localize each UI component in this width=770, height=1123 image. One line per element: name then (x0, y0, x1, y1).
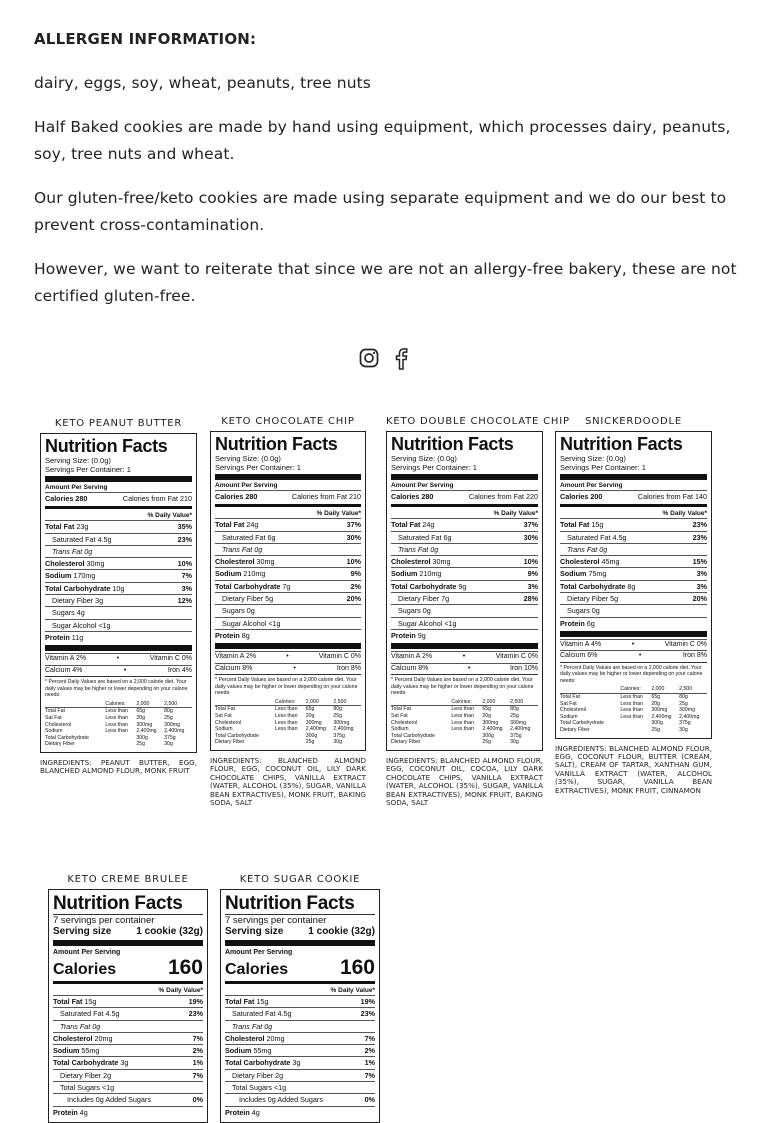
nutrition-label-card (48, 874, 208, 1123)
trans-fat-row: Trans Fat 0g (391, 543, 538, 555)
allergen-list: dairy, eggs, soy, wheat, peanuts, tree nuts (34, 74, 371, 92)
saturated-fat-row: Saturated Fat 4.5g 23% (45, 533, 192, 545)
nutrition-facts-heading: Nutrition Facts (225, 893, 355, 914)
servings-per-container: 7 servings per container (225, 915, 327, 926)
cholesterol-row: Cholesterol 30mg 10% (215, 557, 361, 567)
serving-size: Serving Size: (0.0g) (391, 454, 457, 463)
daily-value-table-row: Sodium Less than 2,400mg 2,400mg (391, 726, 531, 733)
nutrition-facts-panel (210, 431, 366, 751)
flavor-title: SNICKERDOODLE (584, 416, 683, 427)
vitamin-row: Vitamin A 2% • Vitamin C 0% (45, 653, 192, 665)
sodium-row: Sodium 55mg 2% (225, 1046, 375, 1056)
daily-value-header: % Daily Value* (330, 987, 375, 994)
carbohydrate-row: Total Carbohydrate 3g 1% (53, 1058, 203, 1068)
amount-per-serving: Amount Per Serving (45, 484, 108, 491)
protein-row: Protein 8g (215, 629, 361, 641)
flavor-title: KETO CREME BRULEE (67, 874, 189, 885)
amount-per-serving: Amount Per Serving (391, 482, 454, 489)
daily-value-table-row: Sat Fat Less than 20g 25g (560, 700, 688, 707)
calories-row: Calories 280 Calories from Fat 220 (391, 492, 538, 501)
carbohydrate-row: Total Carbohydrate 8g 3% (560, 581, 707, 591)
serving-size: Serving Size: (0.0g) (215, 454, 281, 463)
saturated-fat-row: Saturated Fat 6g 30% (215, 531, 361, 543)
daily-value-table-row: Cholesterol Less than 300mg 300mg (215, 719, 350, 726)
calories-row: Calories 200 Calories from Fat 140 (560, 492, 707, 501)
allergen-heading: ALLERGEN INFORMATION: (34, 30, 257, 48)
servings-per-container: Servings Per Container: 1 (391, 463, 477, 472)
nutrition-facts-panel (220, 889, 380, 1123)
vitamin-row: Vitamin A 2% • Vitamin C 0% (215, 651, 361, 663)
cholesterol-row: Cholesterol 20mg 7% (225, 1033, 375, 1043)
trans-fat-row: Trans Fat 0g (45, 545, 192, 557)
saturated-fat-row: Saturated Fat 6g 30% (391, 531, 538, 543)
allergen-paragraph-3: However, we want to reiterate that since we are not an allergy-free bakery, these are not certified gluten-free. (34, 260, 737, 305)
daily-value-table-row: Total Carbohydrate 300g 375g (215, 732, 345, 739)
mineral-row: Calcium 4% • Iron 4% (45, 665, 192, 677)
fiber-row: Dietary Fiber 7g 28% (391, 592, 538, 604)
daily-value-table-row: Cholesterol Less than 300mg 300mg (45, 721, 181, 728)
flavor-title: KETO SUGAR COOKIE (239, 874, 361, 885)
calories-row: Calories 280 Calories from Fat 210 (45, 494, 192, 503)
sugars-row: Total Sugars <1g (53, 1081, 203, 1093)
nutrition-facts-heading: Nutrition Facts (560, 434, 683, 454)
cholesterol-row: Cholesterol 20mg 7% (53, 1033, 203, 1043)
ingredients: INGREDIENTS: BLANCHED ALMOND FLOUR, EGG, COCONUT OIL, LILY DARK CHOCOLATE CHIPS, VANILLA EXTRACT (WATER, ALCOHOL (35%), SUGAR, VANILLA BEAN EXTRACTIVES), MONK FRUIT, BAKING SODA, SALT (210, 755, 366, 807)
sugars-row: Sugars 0g (215, 604, 361, 616)
carbohydrate-row: Total Carbohydrate 9g 3% (391, 581, 538, 591)
daily-value-table-row: Cholesterol Less than 300mg 300mg (560, 707, 696, 714)
daily-value-table-row: Total Fat Less than 65g 80g (560, 694, 688, 701)
fiber-row: Dietary Fiber 2g 7% (225, 1069, 375, 1081)
daily-value-table-row: Total Fat Less than 65g 80g (391, 706, 519, 713)
nutrition-label-card (210, 416, 366, 807)
flavor-title: KETO PEANUT BUTTER (54, 418, 183, 429)
cholesterol-row: Cholesterol 30mg 10% (45, 559, 192, 569)
nutrition-label-card (220, 874, 380, 1123)
calories-row: Calories 160 (225, 956, 375, 979)
nutrition-facts-heading: Nutrition Facts (391, 434, 514, 454)
nutrition-facts-panel (48, 889, 208, 1123)
fiber-row: Dietary Fiber 3g 12% (45, 594, 192, 606)
protein-row: Protein 11g (45, 631, 192, 643)
total-fat-row: Total Fat 15g 19% (225, 997, 375, 1006)
trans-fat-row: Trans Fat 0g (53, 1020, 203, 1032)
sodium-row: Sodium 210mg 9% (215, 569, 361, 579)
sodium-row: Sodium 210mg 9% (391, 569, 538, 579)
daily-value-footnote: * Percent Daily Values are based on a 2,000 calorie diet. Your daily values may be higher or lower depending on your calorie needs: (215, 677, 358, 697)
allergen-paragraph-2: Our gluten-free/keto cookies are made using separate equipment and we do our best to prevent cross-contamination. (34, 189, 727, 234)
amount-per-serving: Amount Per Serving (560, 482, 623, 489)
carbohydrate-row: Total Carbohydrate 10g 3% (45, 583, 192, 593)
daily-value-table-row: Total Fat Less than 65g 80g (45, 708, 173, 715)
protein-row: Protein 4g (53, 1106, 203, 1118)
amount-per-serving: Amount Per Serving (53, 949, 121, 956)
saturated-fat-row: Saturated Fat 4.5g 23% (53, 1007, 203, 1019)
serving-size: Serving Size: (0.0g) (560, 454, 626, 463)
daily-value-table: Calories: 2,000 2,500 Total Fat Less than 65g 80g Sat Fat Less than 20g 25g Cholesterol Less than 300mg 300mg Sodium Less than 2,400mg 2,400mg Total Carbohydrate 300g 375g Dietary Fiber 25g 30g (45, 701, 192, 748)
daily-value-table-row: Sodium Less than 2,400mg 2,400mg (215, 726, 354, 733)
saturated-fat-row: Saturated Fat 4.5g 23% (560, 531, 707, 543)
nutrition-facts-panel (555, 431, 712, 739)
calories-row: Calories 160 (53, 956, 203, 979)
daily-value-header: % Daily Value* (662, 510, 707, 518)
trans-fat-row: Trans Fat 0g (560, 543, 707, 555)
daily-value-table: Calories: 2,000 2,500 Total Fat Less than 65g 80g Sat Fat Less than 20g 25g Cholesterol Less than 300mg 300mg Sodium Less than 2,400mg 2,400mg Total Carbohydrate 300g 375g Dietary Fiber 25g 30g (560, 686, 707, 733)
carbohydrate-row: Total Carbohydrate 3g 1% (225, 1058, 375, 1068)
vitamin-row: Vitamin A 2% • Vitamin C 0% (391, 651, 538, 663)
protein-row: Protein 6g (560, 617, 707, 629)
daily-value-table-row: Sat Fat Less than 20g 25g (391, 712, 519, 719)
daily-value-table: Calories: 2,000 2,500 Total Fat Less than 65g 80g Sat Fat Less than 20g 25g Cholesterol Less than 300mg 300mg Sodium Less than 2,400mg 2,400mg Total Carbohydrate 300g 375g Dietary Fiber 25g 30g (215, 699, 361, 746)
daily-value-header: % Daily Value* (316, 510, 361, 518)
daily-value-footnote: * Percent Daily Values are based on a 2,000 calorie diet. Your daily values may be higher or lower depending on your calorie needs: (391, 677, 534, 697)
mineral-row: Calcium 6% • Iron 8% (560, 650, 707, 662)
fiber-row: Dietary Fiber 2g 7% (53, 1069, 203, 1081)
total-fat-row: Total Fat 24g 37% (215, 520, 361, 530)
daily-value-header: % Daily Value* (493, 510, 538, 518)
nutrition-label-card (555, 416, 712, 795)
facebook-link[interactable] (391, 346, 411, 370)
servings-per-container: Servings Per Container: 1 (560, 463, 646, 472)
total-fat-row: Total Fat 15g 23% (560, 520, 707, 530)
saturated-fat-row: Saturated Fat 4.5g 23% (225, 1007, 375, 1019)
mineral-row: Calcium 8% • Iron 8% (215, 663, 361, 675)
sugars-row: Total Sugars <1g (225, 1081, 375, 1093)
ingredients: INGREDIENTS: BLANCHED ALMOND FLOUR, EGG, COCONUT FLOUR, BUTTER (CREAM, SALT), CREAM OF TARTAR, XANTHAN GUM, VANILLA EXTRACT (WATER, ALCOHOL (35%), SUGAR, VANILLA BEAN EXTRACTIVES), MONK FRUIT, CINNAMON (555, 743, 712, 795)
sugars-row: Sugars 0g (391, 604, 538, 616)
nutrition-facts-panel (386, 431, 543, 751)
fiber-row: Dietary Fiber 5g 20% (215, 592, 361, 604)
daily-value-table-row: Total Fat Less than 65g 80g (215, 706, 342, 713)
sugars-row: Sugars 0g (560, 604, 707, 616)
calories-row: Calories 280 Calories from Fat 210 (215, 492, 361, 501)
daily-value-table-row: Sodium Less than 2,400mg 2,400mg (45, 728, 185, 735)
instagram-link[interactable] (359, 346, 379, 370)
nutrition-label-card (386, 416, 570, 807)
serving-size: Serving size 1 cookie (32g) (225, 926, 375, 937)
trans-fat-row: Trans Fat 0g (215, 543, 361, 555)
daily-value-table-row: Sat Fat Less than 20g 25g (215, 712, 342, 719)
servings-per-container: Servings Per Container: 1 (215, 463, 301, 472)
daily-value-table: Calories: 2,000 2,500 Total Fat Less than 65g 80g Sat Fat Less than 20g 25g Cholesterol Less than 300mg 300mg Sodium Less than 2,400mg 2,400mg Total Carbohydrate 300g 375g Dietary Fiber 25g 30g (391, 699, 538, 746)
serving-size: Serving Size: (0.0g) (45, 456, 111, 465)
daily-value-table-row: Dietary Fiber 25g 30g (391, 739, 519, 746)
total-fat-row: Total Fat 23g 35% (45, 522, 192, 532)
serving-size: Serving size 1 cookie (32g) (53, 926, 203, 937)
daily-value-table-row: Dietary Fiber 25g 30g (215, 739, 342, 746)
sugar-alcohol-row: Sugar Alcohol <1g (45, 619, 192, 631)
daily-value-table-row: Total Carbohydrate 300g 375g (560, 720, 691, 727)
added-sugars-row: Includes 0g Added Sugars 0% (53, 1093, 203, 1105)
ingredients: INGREDIENTS: BLANCHED ALMOND FLOUR, EGG, COCONUT OIL, COCOA, LILY DARK CHOCOLATE CHIPS, VANILLA EXTRACT (WATER, ALCOHOL (35%), SUGAR, VANILLA BEAN EXTRACTIVES), MONK FRUIT, BAKING SODA, SALT (386, 755, 543, 807)
mineral-row: Calcium 8% • Iron 10% (391, 663, 538, 675)
servings-per-container: 7 servings per container (53, 915, 155, 926)
daily-value-header: % Daily Value* (147, 512, 192, 520)
daily-value-table-row: Cholesterol Less than 300mg 300mg (391, 719, 527, 726)
daily-value-table-row: Total Carbohydrate 300g 375g (45, 734, 176, 741)
nutrition-facts-heading: Nutrition Facts (45, 436, 168, 456)
sodium-row: Sodium 170mg 7% (45, 571, 192, 581)
flavor-title: KETO DOUBLE CHOCOLATE CHIP (386, 416, 570, 427)
daily-value-table-row: Sat Fat Less than 20g 25g (45, 714, 173, 721)
daily-value-footnote: * Percent Daily Values are based on a 2,000 calorie diet. Your daily values may be higher or lower depending on your calorie needs: (45, 679, 188, 699)
nutrition-facts-heading: Nutrition Facts (53, 893, 183, 914)
ingredients: INGREDIENTS: PEANUT BUTTER, EGG, BLANCHED ALMOND FLOUR, MONK FRUIT (40, 757, 197, 776)
protein-row: Protein 4g (225, 1106, 375, 1118)
nutrition-facts-heading: Nutrition Facts (215, 434, 338, 454)
amount-per-serving: Amount Per Serving (225, 949, 293, 956)
trans-fat-row: Trans Fat 0g (225, 1020, 375, 1032)
sugar-alcohol-row: Sugar Alcohol <1g (215, 617, 361, 629)
social-links (0, 346, 770, 370)
nutrition-label-card (40, 418, 197, 776)
sugar-alcohol-row: Sugar Alcohol <1g (391, 617, 538, 629)
daily-value-header: % Daily Value* (158, 987, 203, 994)
vitamin-row: Vitamin A 4% • Vitamin C 0% (560, 639, 707, 651)
cholesterol-row: Cholesterol 45mg 15% (560, 557, 707, 567)
allergen-paragraph-1: Half Baked cookies are made by hand using equipment, which processes dairy, peanuts, soy, tree nuts and wheat. (34, 118, 731, 163)
allergen-section (34, 30, 739, 327)
servings-per-container: Servings Per Container: 1 (45, 465, 131, 474)
daily-value-table-row: Sodium Less than 2,400mg 2,400mg (560, 713, 700, 720)
flavor-title: KETO CHOCOLATE CHIP (221, 416, 355, 427)
daily-value-footnote: * Percent Daily Values are based on a 2,000 calorie diet. Your daily values may be higher or lower depending on your calorie needs: (560, 664, 703, 684)
carbohydrate-row: Total Carbohydrate 7g 2% (215, 581, 361, 591)
sugars-row: Sugars 4g (45, 606, 192, 618)
nutrition-facts-panel (40, 433, 197, 753)
daily-value-table-row: Dietary Fiber 25g 30g (560, 727, 688, 734)
instagram-icon (359, 348, 379, 368)
sodium-row: Sodium 75mg 3% (560, 569, 707, 579)
protein-row: Protein 9g (391, 629, 538, 641)
daily-value-table-row: Dietary Fiber 25g 30g (45, 741, 173, 748)
total-fat-row: Total Fat 24g 37% (391, 520, 538, 530)
total-fat-row: Total Fat 15g 19% (53, 997, 203, 1006)
cholesterol-row: Cholesterol 30mg 10% (391, 557, 538, 567)
added-sugars-row: Includes 0g Added Sugars 0% (225, 1093, 375, 1105)
daily-value-table-row: Total Carbohydrate 300g 375g (391, 732, 522, 739)
sodium-row: Sodium 55mg 2% (53, 1046, 203, 1056)
facebook-icon (394, 347, 408, 369)
amount-per-serving: Amount Per Serving (215, 482, 278, 489)
fiber-row: Dietary Fiber 5g 20% (560, 592, 707, 604)
